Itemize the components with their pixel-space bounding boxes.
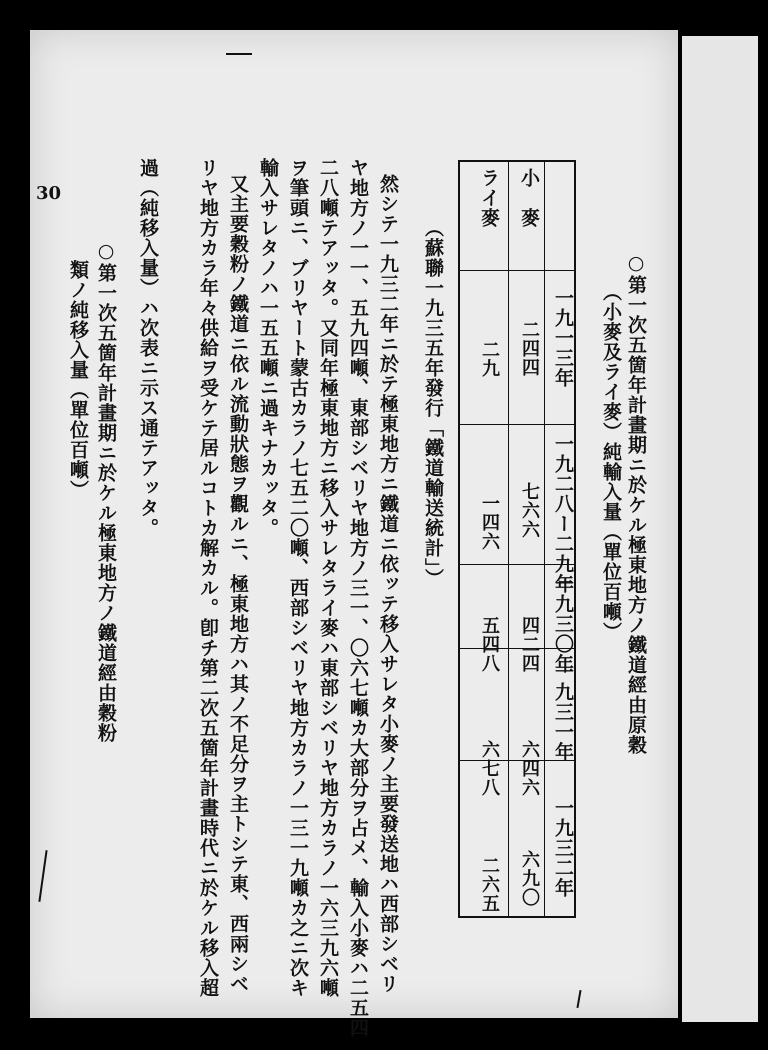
row-label-wheat: 小 麥 <box>518 168 540 228</box>
rye-1932: 二六五 <box>479 856 500 913</box>
wheat-1913: 二四四 <box>519 320 540 377</box>
row-label-rye: ライ麥 <box>478 168 500 228</box>
body-line-4: ヲ筆頭ニ、ブリヤート蒙古カラノ七五二〇噸、西部シベリヤ地方カラノ一三一九噸カ之ニ次キ <box>287 158 309 998</box>
rye-1930: 五四八 <box>479 616 500 673</box>
next-table-title-line-2: 類ノ純移入量（單位百噸） <box>67 260 89 500</box>
next-table-title-line-1: ○第一次五箇年計畫期ニ於ケル極東地方ノ鐵道經由穀粉 <box>95 240 117 743</box>
body-line-2: ヤ地方ノ一一、五九四噸、東部シベリヤ地方ノ三一、〇六七噸カ大部分ヲ占メ、輸入小麥ハ二五四 <box>347 158 369 1038</box>
wheat-1930: 四二四 <box>519 616 540 673</box>
year-header-1932: 一九三二年 <box>552 798 574 898</box>
margin-stroke-mark <box>38 850 47 902</box>
body-line-6: 又主要穀粉ノ鐵道ニ依ル流動狀態ヲ觀ルニ、極東地方ハ其ノ不足分ヲ主トシテ東、西兩シベ <box>227 174 249 994</box>
rye-1928-29: 一四六 <box>479 494 500 551</box>
table-title-line-2: （小麥及ライ麥）純輸入量（單位百噸） <box>600 282 622 642</box>
wheat-1931: 六四六 <box>519 740 540 797</box>
wheat-1928-29: 七六六 <box>519 482 540 539</box>
body-line-3: 二八噸テアッタ。又同年極東地方ニ移入サレタライ麥ハ東部シベリヤ地方カラノ一六三九六噸 <box>317 158 339 998</box>
year-header-1928-29: 一九二八ー二九年 <box>552 434 574 594</box>
year-header-1913: 一九一三年 <box>552 288 574 388</box>
body-line-7: リヤ地方カラ年々供給ヲ受ケテ居ルコトカ解カル。卽チ第二次五箇年計畫時代ニ於ケル移入超 <box>197 158 219 998</box>
body-line-1: 然シテ一九三二年ニ於テ極東地方ニ鐵道ニ依ッテ移入サレタ小麥ノ主要發送地ハ西部シベリ <box>377 174 399 994</box>
bottom-stroke-mark <box>576 990 581 1008</box>
rye-1913: 二九 <box>479 340 500 378</box>
wheat-1932: 六九〇 <box>519 850 540 907</box>
adjacent-page-edge <box>682 36 758 1022</box>
table-title-line-1: ○第一次五箇年計畫期ニ於ケル極東地方ノ鐵道經由原穀 <box>625 252 647 755</box>
grain-import-table <box>458 160 576 918</box>
top-dash-mark <box>226 53 252 55</box>
year-header-1931: 一九三一年 <box>552 662 574 762</box>
body-line-5: 輸入サレタノハ一五五噸ニ過キナカッタ。 <box>257 158 279 538</box>
source-citation: （蘇聯一九三五年發行「鐵道輸送統計」） <box>422 218 444 589</box>
year-header-1930: 一九三〇年 <box>552 574 574 674</box>
page-number: 30 <box>36 183 62 204</box>
rye-1931: 六七八 <box>479 740 500 797</box>
body-line-8: 過（純移入量）ハ次表ニ示ス通テアッタ。 <box>137 158 159 538</box>
